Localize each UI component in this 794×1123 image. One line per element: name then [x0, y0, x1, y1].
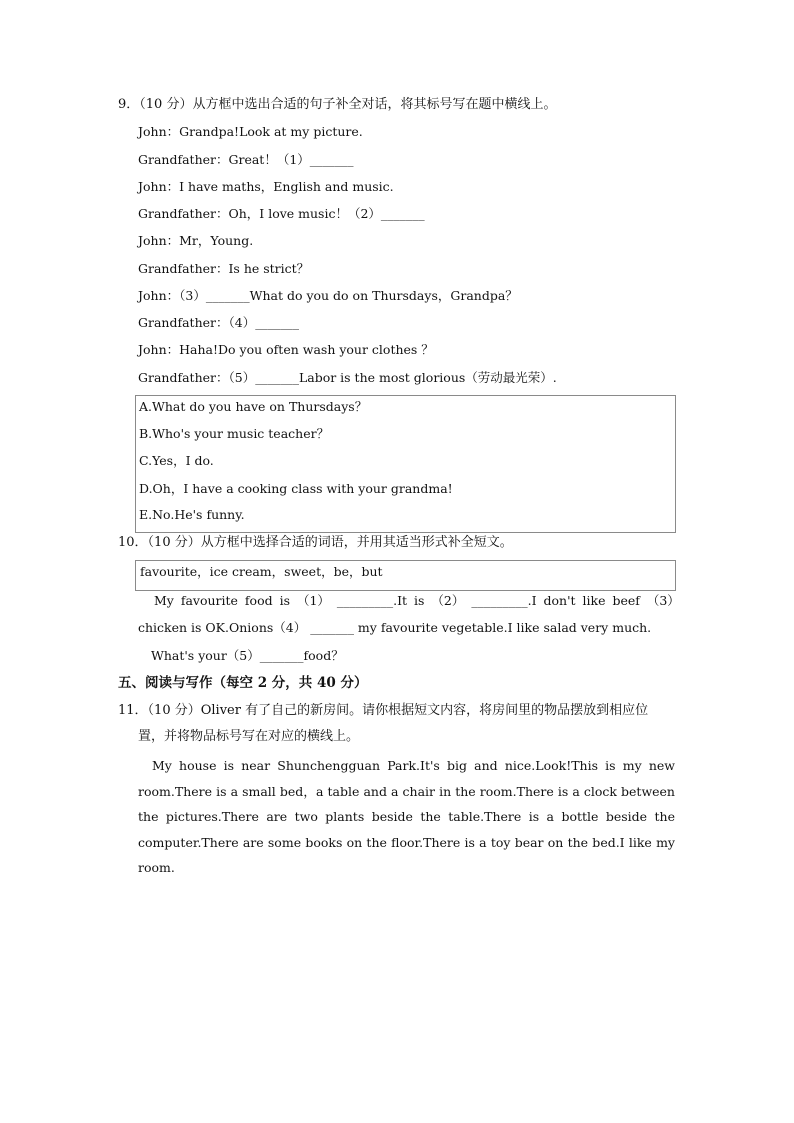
option-c: C.Yes，I do. [139, 453, 214, 468]
dialogue-line-7: John：（3）_______What do you do on Thursdays，Grandpa？ [138, 288, 518, 303]
q10-line-3: What's your（5）_______food？ [151, 648, 344, 663]
dialogue-line-10: Grandfather：（5）_______Labor is the most glorious（劳动最光荣）. [138, 370, 557, 385]
q11-passage: My house is near Shunchengguan Park.It's big and nice.Look!This is my new room.There is a small bed，a table and a chair in the room.There is a clock between the pictures.There are two plants beside the table.There is a bottle beside the computer.There are some books on the floor.There is a toy bear on the bed.I like my room. [138, 758, 675, 875]
section-title: 五、阅读与写作（每空 2 分，共 40 分） [118, 675, 368, 691]
q10-word-bank: favourite，ice cream，sweet，be，but [140, 564, 383, 579]
dialogue-line-2: Grandfather：Great！（1）_______ [138, 152, 354, 167]
option-b: B.Who's your music teacher？ [139, 426, 330, 441]
q11-stem-line-2: 置，并将物品标号写在对应的横线上。 [138, 729, 360, 744]
q10-line-1: My favourite food is （1） _________.It is （2） _________.I don't like beef （3） [154, 593, 680, 608]
q10-line-2: chicken is OK.Onions（4） _______ my favourite vegetable.I like salad very much. [138, 620, 652, 635]
dialogue-line-1: John：Grandpa!Look at my picture. [138, 124, 363, 139]
option-a: A.What do you have on Thursdays？ [139, 399, 368, 414]
dialogue-line-6: Grandfather：Is he strict？ [138, 261, 310, 276]
dialogue-line-8: Grandfather：（4）_______ [138, 315, 299, 330]
q11-stem-line-1: 11．（10 分）Oliver 有了自己的新房间。请你根据短文内容，将房间里的物品摆放到相应位 [118, 703, 649, 718]
q9-stem: 9．（10 分）从方框中选出合适的句子补全对话，将其标号写在题中横线上。 [118, 97, 557, 112]
dialogue-line-5: John：Mr，Young. [138, 233, 254, 248]
q10-stem: 10．（10 分）从方框中选择合适的词语，并用其适当形式补全短文。 [118, 535, 513, 550]
option-d: D.Oh，I have a cooking class with your grandma! [139, 481, 453, 496]
dialogue-line-3: John：I have maths，English and music. [138, 179, 394, 194]
dialogue-line-9: John：Haha!Do you often wash your clothes ？ [138, 342, 434, 357]
dialogue-line-4: Grandfather：Oh，I love music！（2）_______ [138, 206, 425, 221]
option-e: E.No.He's funny. [139, 507, 245, 522]
